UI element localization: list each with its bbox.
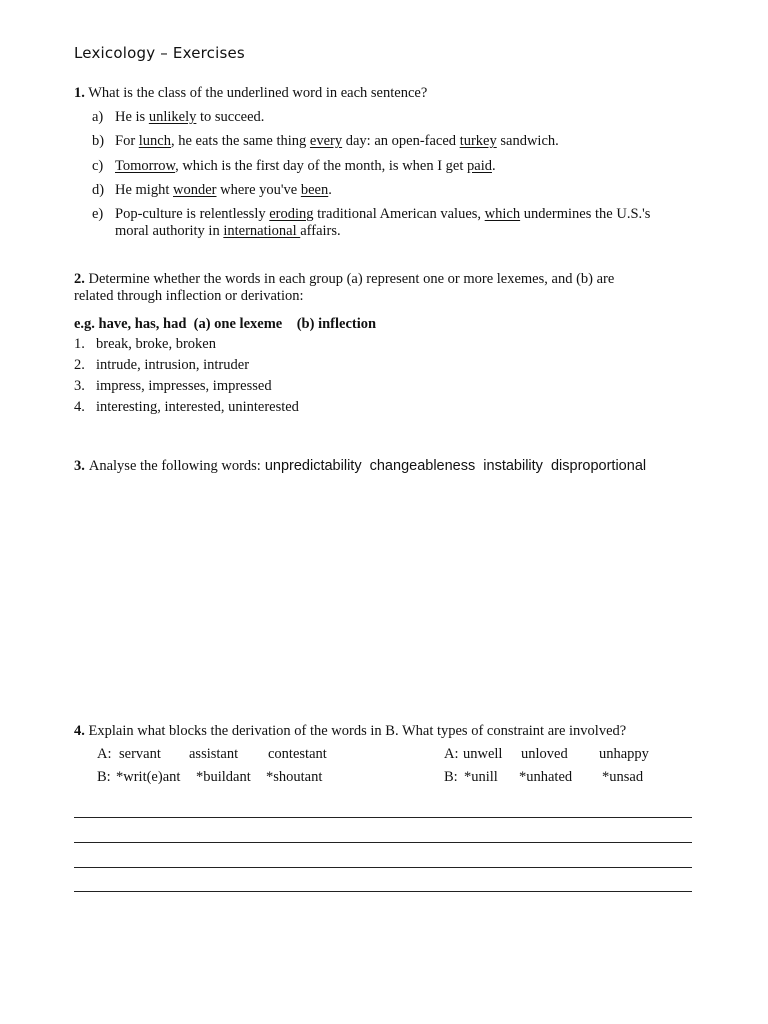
item-text: interesting, interested, uninterested xyxy=(96,399,299,415)
question-number: 1. xyxy=(74,85,85,101)
row-label: B: xyxy=(444,769,458,785)
underlined-word: which xyxy=(484,206,521,222)
item-marker: e) xyxy=(92,206,104,222)
question-number: 4. xyxy=(74,723,85,739)
word: *writ(e)ant xyxy=(116,769,181,785)
item-marker: 4. xyxy=(74,399,85,415)
word: *unsad xyxy=(602,769,644,785)
underlined-word: unlikely xyxy=(148,109,197,125)
item-sentence: For lunch, he eats the same thing every day: an open-faced turkey sandwich. xyxy=(115,133,559,149)
underlined-word: eroding xyxy=(269,206,314,222)
word: unloved xyxy=(521,746,568,762)
question-4-prompt xyxy=(74,723,626,740)
words-to-analyse: unpredictability changeableness instability disproportional xyxy=(264,458,647,474)
word: *unill xyxy=(464,769,498,785)
word: servant xyxy=(119,746,161,762)
item-marker: 2. xyxy=(74,357,85,373)
underlined-word: Tomorrow xyxy=(115,158,176,174)
answer-line xyxy=(74,891,692,892)
answer-line xyxy=(74,842,692,843)
question-text: Explain what blocks the derivation of the words in B. What types of constraint are involved? xyxy=(88,723,627,739)
item-sentence: He is unlikely to succeed. xyxy=(115,109,265,125)
item-marker: 1. xyxy=(74,336,85,352)
item-marker: a) xyxy=(92,109,104,125)
item-sentence: He might wonder where you've been. xyxy=(115,182,332,198)
question-text: Analyse the following words: xyxy=(88,458,261,474)
item-text: intrude, intrusion, intruder xyxy=(96,357,250,373)
underlined-word: lunch xyxy=(138,133,171,149)
item-marker: d) xyxy=(92,182,105,198)
example-line: e.g. have, has, had (a) one lexeme (b) inflection xyxy=(74,316,377,332)
item-text: break, broke, broken xyxy=(96,336,216,352)
answer-line xyxy=(74,867,692,868)
question-2-prompt-cont: related through inflection or derivation: xyxy=(74,288,304,304)
question-3-prompt xyxy=(74,457,646,475)
item-sentence-line-1: Pop-culture is relentlessly eroding traditional American values, which undermines the U.S.'s xyxy=(115,206,651,222)
underlined-word: turkey xyxy=(459,133,497,149)
underlined-word: wonder xyxy=(173,182,217,198)
underlined-word: paid xyxy=(467,158,492,174)
page-title: Lexicology – Exercises xyxy=(74,44,245,62)
question-2-prompt xyxy=(74,271,614,288)
question-number: 3. xyxy=(74,458,85,474)
word: assistant xyxy=(189,746,239,762)
item-sentence-line-2: moral authority in international affairs. xyxy=(115,223,341,239)
question-text: Determine whether the words in each group (a) represent one or more lexemes, and (b) are xyxy=(88,271,615,287)
word: *shoutant xyxy=(266,769,323,785)
answer-line xyxy=(74,817,692,818)
item-marker: b) xyxy=(92,133,105,149)
word: contestant xyxy=(268,746,327,762)
underlined-word: international xyxy=(223,223,301,239)
question-text: What is the class of the underlined word in each sentence? xyxy=(88,85,428,101)
item-marker: c) xyxy=(92,158,104,174)
underlined-word: been xyxy=(300,182,329,198)
question-1-prompt xyxy=(74,85,427,102)
row-label: A: xyxy=(444,746,459,762)
word: unhappy xyxy=(599,746,649,762)
item-marker: 3. xyxy=(74,378,85,394)
question-number: 2. xyxy=(74,271,85,287)
row-label: B: xyxy=(97,769,111,785)
item-sentence: Tomorrow, which is the first day of the month, is when I get paid. xyxy=(115,158,496,174)
row-label: A: xyxy=(97,746,112,762)
word: *unhated xyxy=(519,769,573,785)
word: *buildant xyxy=(196,769,251,785)
item-text: impress, impresses, impressed xyxy=(96,378,272,394)
word: unwell xyxy=(463,746,503,762)
underlined-word: every xyxy=(309,133,343,149)
